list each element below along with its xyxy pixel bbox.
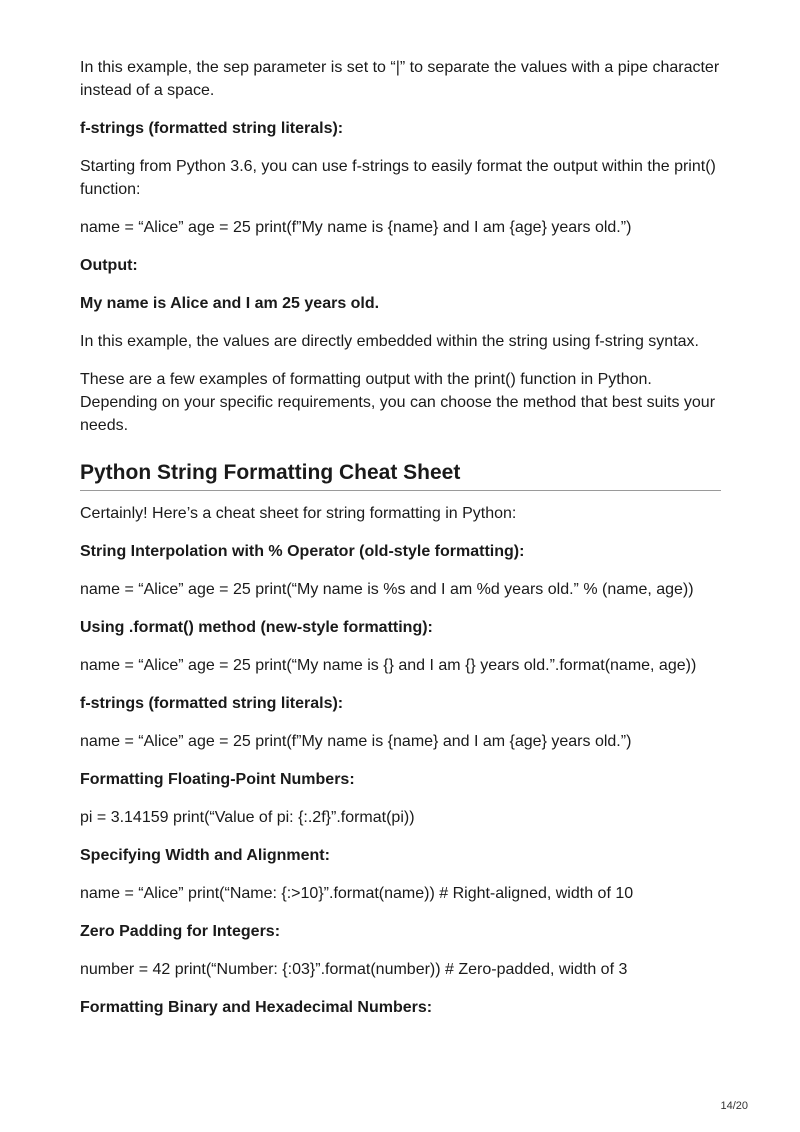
section-code: name = “Alice” age = 25 print(“My name is %s and I am %d years old.” % (name, age)) xyxy=(80,581,694,598)
section-code: pi = 3.14159 print(“Value of pi: {:.2f}”.format(pi)) xyxy=(80,809,415,826)
fstrings-explanation: In this example, the values are directly embedded within the string using f-string syntax. xyxy=(80,333,699,350)
cheat-sheet-title: Python String Formatting Cheat Sheet xyxy=(80,461,721,491)
fstrings-code: name = “Alice” age = 25 print(f”My name is {name} and I am {age} years old.”) xyxy=(80,219,632,236)
fstrings-heading: f-strings (formatted string literals): xyxy=(80,120,344,137)
section-code: name = “Alice” age = 25 print(f”My name is {name} and I am {age} years old.”) xyxy=(80,733,632,750)
page-number: 14/20 xyxy=(720,1100,748,1112)
section-heading: Zero Padding for Integers: xyxy=(80,923,281,940)
summary-paragraph: These are a few examples of formatting output with the print() function in Python. Depending on your specific requirements, you can choose the method that best suits your needs. xyxy=(80,371,716,434)
section-code: name = “Alice” print(“Name: {:>10}”.format(name)) # Right-aligned, width of 10 xyxy=(80,885,634,902)
section-code: number = 42 print(“Number: {:03}”.format(number)) # Zero-padded, width of 3 xyxy=(80,961,628,978)
output-label: Output: xyxy=(80,257,138,274)
section-heading: Using .format() method (new-style formatting): xyxy=(80,619,433,636)
section-heading: Formatting Binary and Hexadecimal Numbers: xyxy=(80,999,433,1016)
sep-explanation: In this example, the sep parameter is set to “|” to separate the values with a pipe character instead of a space. xyxy=(80,59,720,99)
fstrings-intro: Starting from Python 3.6, you can use f-strings to easily format the output within the print() function: xyxy=(80,158,716,198)
section-heading: f-strings (formatted string literals): xyxy=(80,695,344,712)
document-body xyxy=(80,56,721,1034)
section-code: name = “Alice” age = 25 print(“My name is {} and I am {} years old.”.format(name, age)) xyxy=(80,657,697,674)
section-heading: Formatting Floating-Point Numbers: xyxy=(80,771,355,788)
output-value: My name is Alice and I am 25 years old. xyxy=(80,295,380,312)
cheat-sheet-intro: Certainly! Here’s a cheat sheet for string formatting in Python: xyxy=(80,505,517,522)
section-heading: Specifying Width and Alignment: xyxy=(80,847,330,864)
section-heading: String Interpolation with % Operator (old-style formatting): xyxy=(80,543,525,560)
